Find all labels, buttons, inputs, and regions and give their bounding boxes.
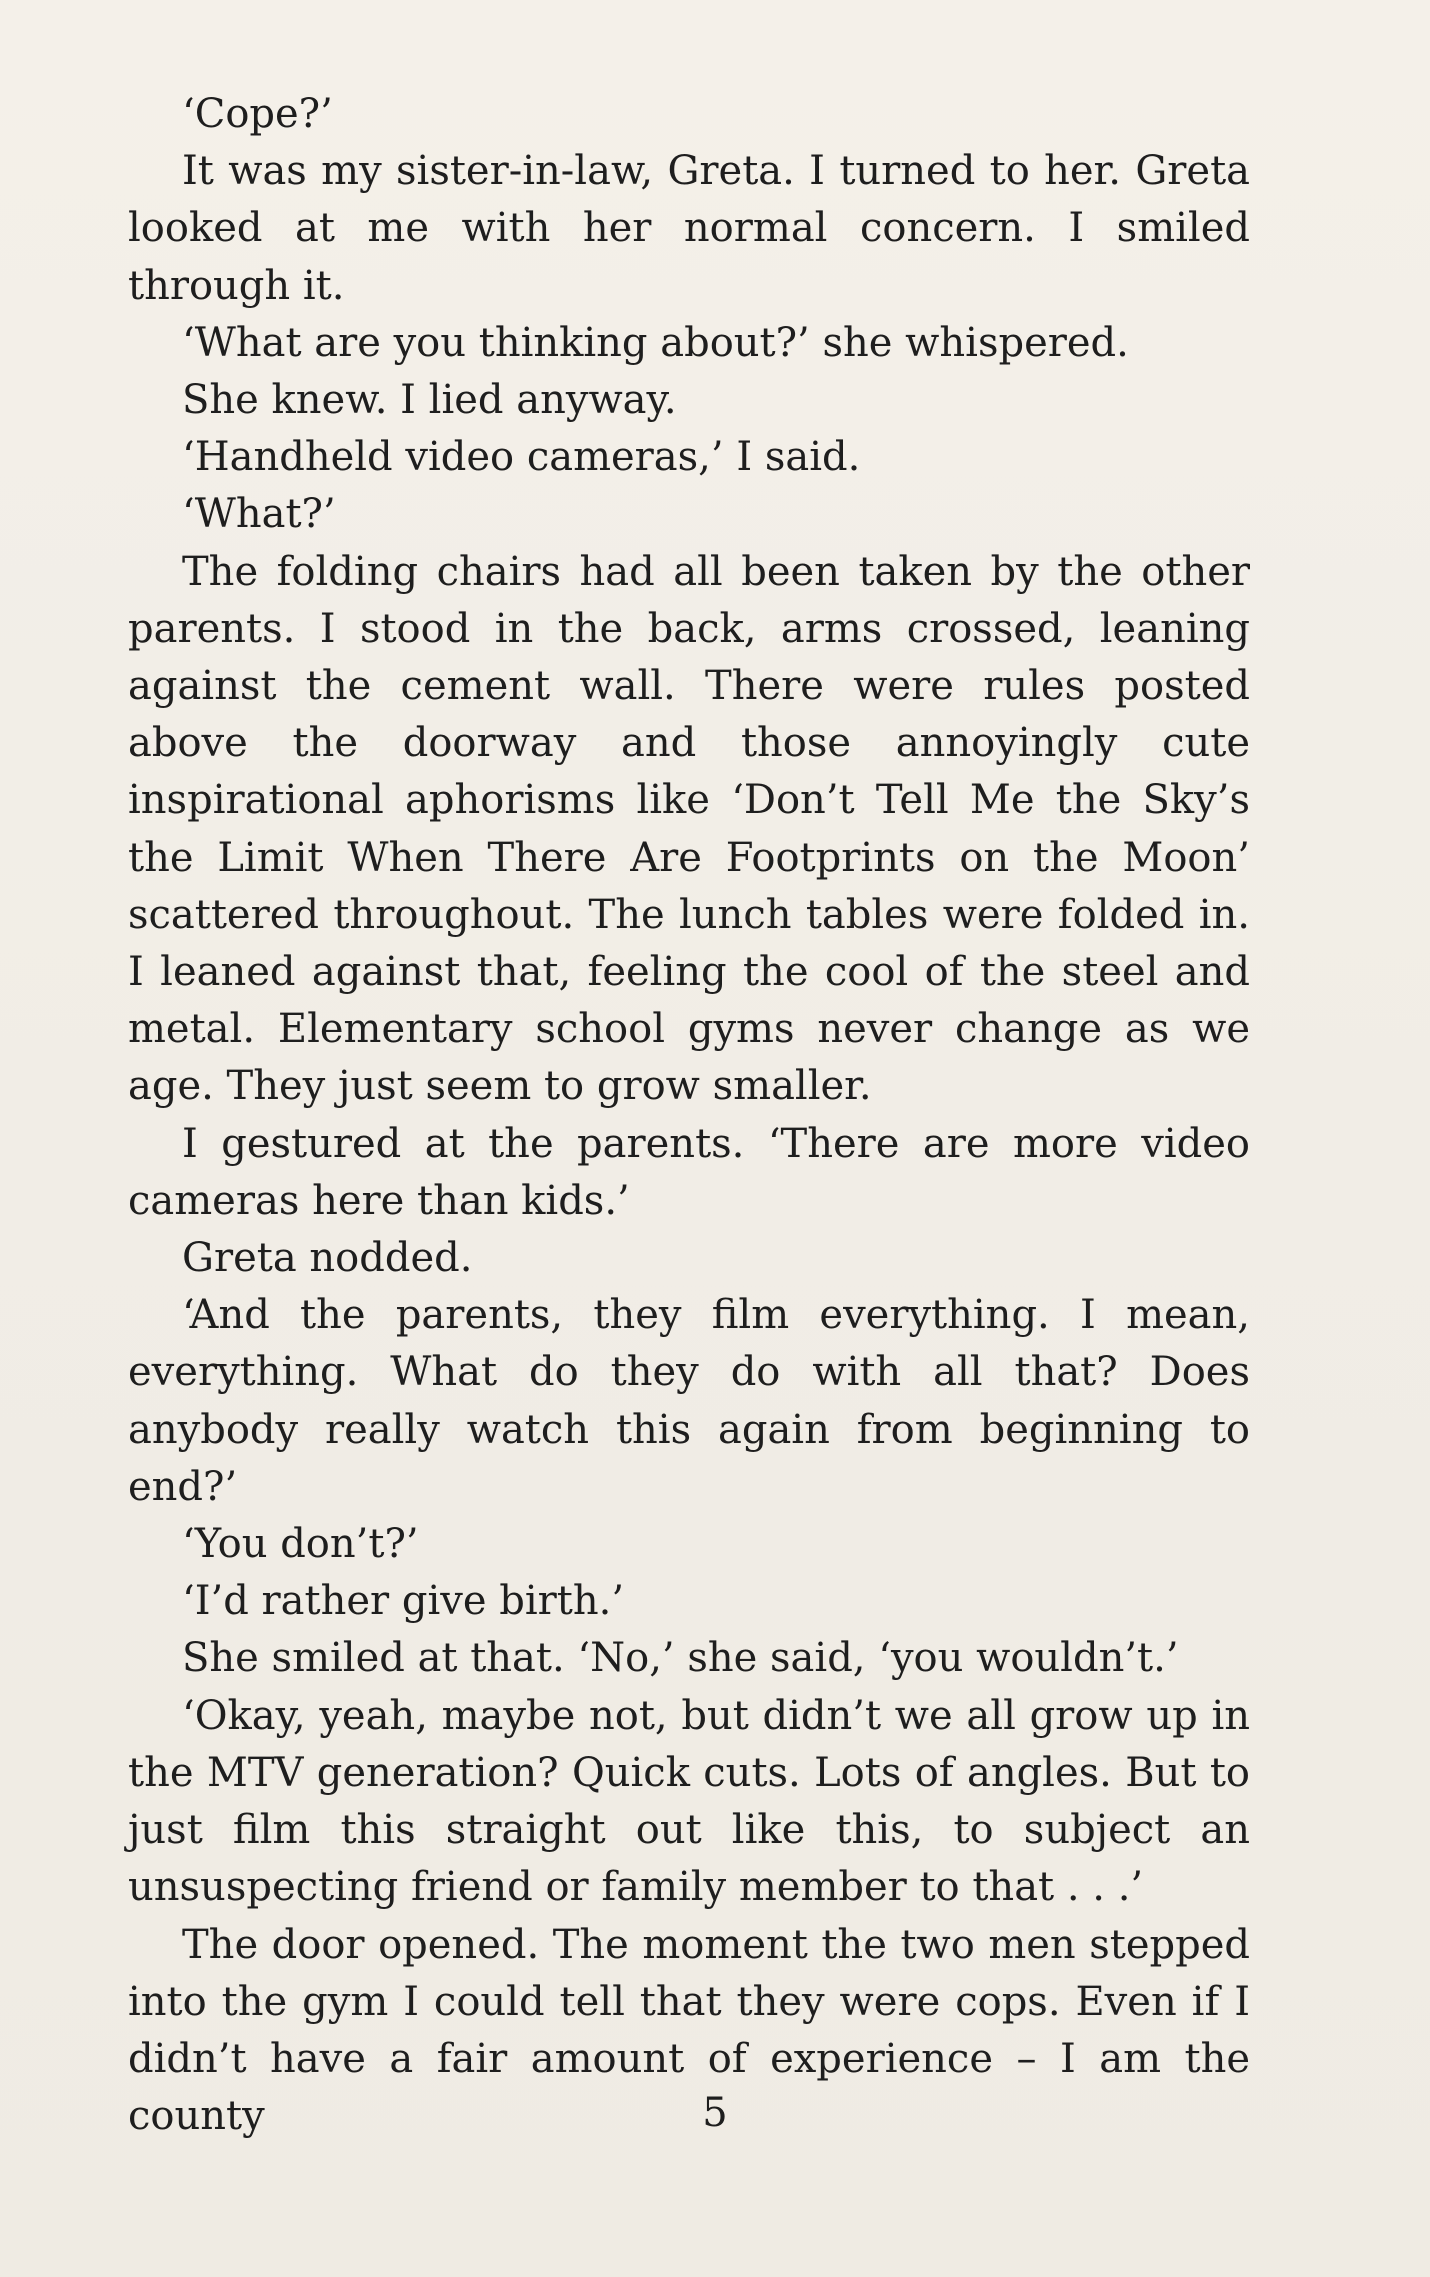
paragraph: ‘Cope?’ [182, 91, 333, 137]
paragraph: Greta nodded. [182, 1235, 473, 1282]
paragraph: It was my sister-in-law, Greta. I turned to her. Greta looked at me with her normal concern. I smiled through it. [128, 148, 1250, 309]
paragraph: The door opened. The moment the two men stepped into the gym I could tell that they were cops. Even if I didn’t have a fair amount of experience – I am the county [128, 1921, 1250, 2140]
paragraph: ‘Okay, yeah, maybe not, but didn’t we all grow up in the MTV generation? Quick cuts. Lots of angles. But to just film this straight out like this, to subject an unsuspecting friend or family member to that . . .’ [128, 1692, 1250, 1911]
paragraph: She knew. I lied anyway. [182, 377, 677, 424]
paragraph: The folding chairs had all been taken by the other parents. I stood in the back, arms crossed, leaning against the cement wall. There were rules posted above the doorway and those annoyingly cute inspirational aphorisms like ‘Don’t Tell Me the Sky’s the Limit When There Are Footprints on the Moon’ scattered throughout. The lunch tables were folded in. I leaned against that, feeling the cool of the steel and metal. Elementary school gyms never change as we age. They just seem to grow smaller. [128, 548, 1250, 1110]
paragraph: ‘And the parents, they film everything. I mean, everything. What do they do with all that? Does anybody really watch this again from beginning to end?’ [128, 1292, 1250, 1510]
paragraph: She smiled at that. ‘No,’ she said, ‘you wouldn’t.’ [182, 1635, 1179, 1682]
body-text [128, 86, 1250, 2145]
paragraph: ‘Handheld video cameras,’ I said. [182, 434, 861, 481]
page-number: 5 [702, 2090, 728, 2136]
paragraph: ‘I’d rather give birth.’ [182, 1578, 625, 1625]
paragraph: ‘What are you thinking about?’ she whispered. [182, 319, 1129, 366]
paragraph: ‘You don’t?’ [182, 1521, 419, 1568]
paragraph: ‘What?’ [182, 491, 336, 538]
paragraph: I gestured at the parents. ‘There are more video cameras here than kids.’ [128, 1120, 1250, 1224]
